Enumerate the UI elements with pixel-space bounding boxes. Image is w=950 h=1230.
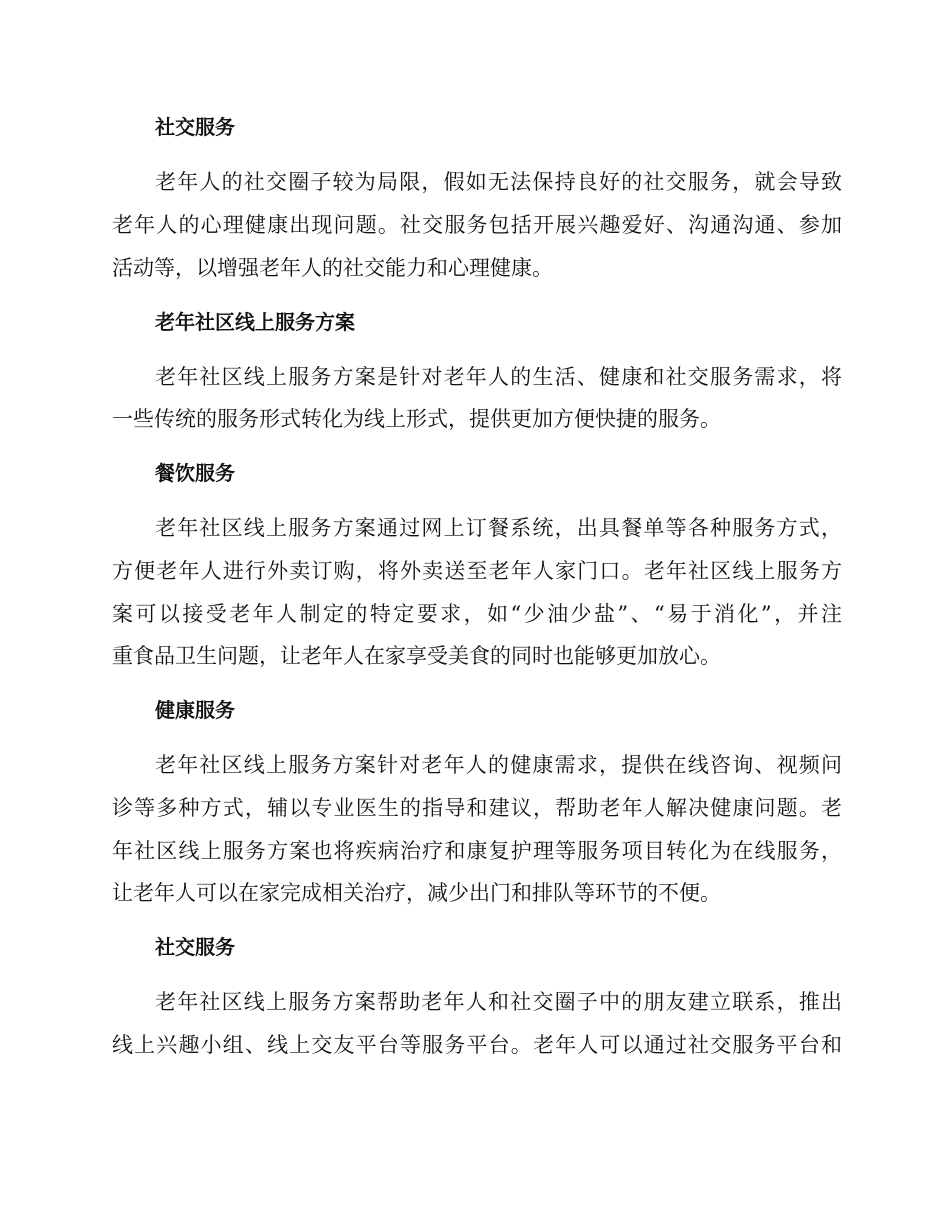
paragraph-line: 案可以接受老年人制定的特定要求，如“少油少盐”、“易于消化”，并注 (112, 602, 842, 626)
paragraph-line: 老年社区线上服务方案帮助老年人和社交圈子中的朋友建立联系，推出 (155, 990, 842, 1014)
paragraph-line: 诊等多种方式，辅以专业医生的指导和建议，帮助老年人解决健康问题。老 (112, 796, 842, 820)
paragraph-line: 活动等，以增强老年人的社交能力和心理健康。 (112, 256, 553, 280)
paragraph-line: 年社区线上服务方案也将疾病治疗和康复护理等服务项目转化为在线服务， (112, 839, 842, 863)
paragraph-line: 老年人的心理健康出现问题。社交服务包括开展兴趣爱好、沟通沟通、参加 (112, 213, 842, 237)
section-heading: 餐饮服务 (155, 461, 235, 485)
paragraph-line: 老年社区线上服务方案针对老年人的健康需求，提供在线咨询、视频问 (155, 753, 842, 777)
paragraph-line: 老年社区线上服务方案是针对老年人的生活、健康和社交服务需求，将 (155, 365, 842, 389)
paragraph-line: 老年人的社交圈子较为局限，假如无法保持良好的社交服务，就会导致 (155, 170, 842, 194)
section-heading: 社交服务 (155, 115, 235, 139)
paragraph-line: 一些传统的服务形式转化为线上形式，提供更加方便快捷的服务。 (112, 407, 721, 431)
section-heading: 社交服务 (155, 935, 235, 959)
paragraph-line: 让老年人可以在家完成相关治疗，减少出门和排队等环节的不便。 (112, 881, 721, 905)
paragraph-line: 老年社区线上服务方案通过网上订餐系统，出具餐单等各种服务方式， (155, 516, 842, 540)
paragraph-line: 重食品卫生问题，让老年人在家享受美食的同时也能够更加放心。 (112, 644, 721, 668)
paragraph-line: 线上兴趣小组、线上交友平台等服务平台。老年人可以通过社交服务平台和 (112, 1033, 842, 1057)
paragraph-line: 方便老年人进行外卖订购，将外卖送至老年人家门口。老年社区线上服务方 (112, 559, 842, 583)
section-heading: 老年社区线上服务方案 (155, 310, 355, 334)
section-heading: 健康服务 (155, 698, 235, 722)
